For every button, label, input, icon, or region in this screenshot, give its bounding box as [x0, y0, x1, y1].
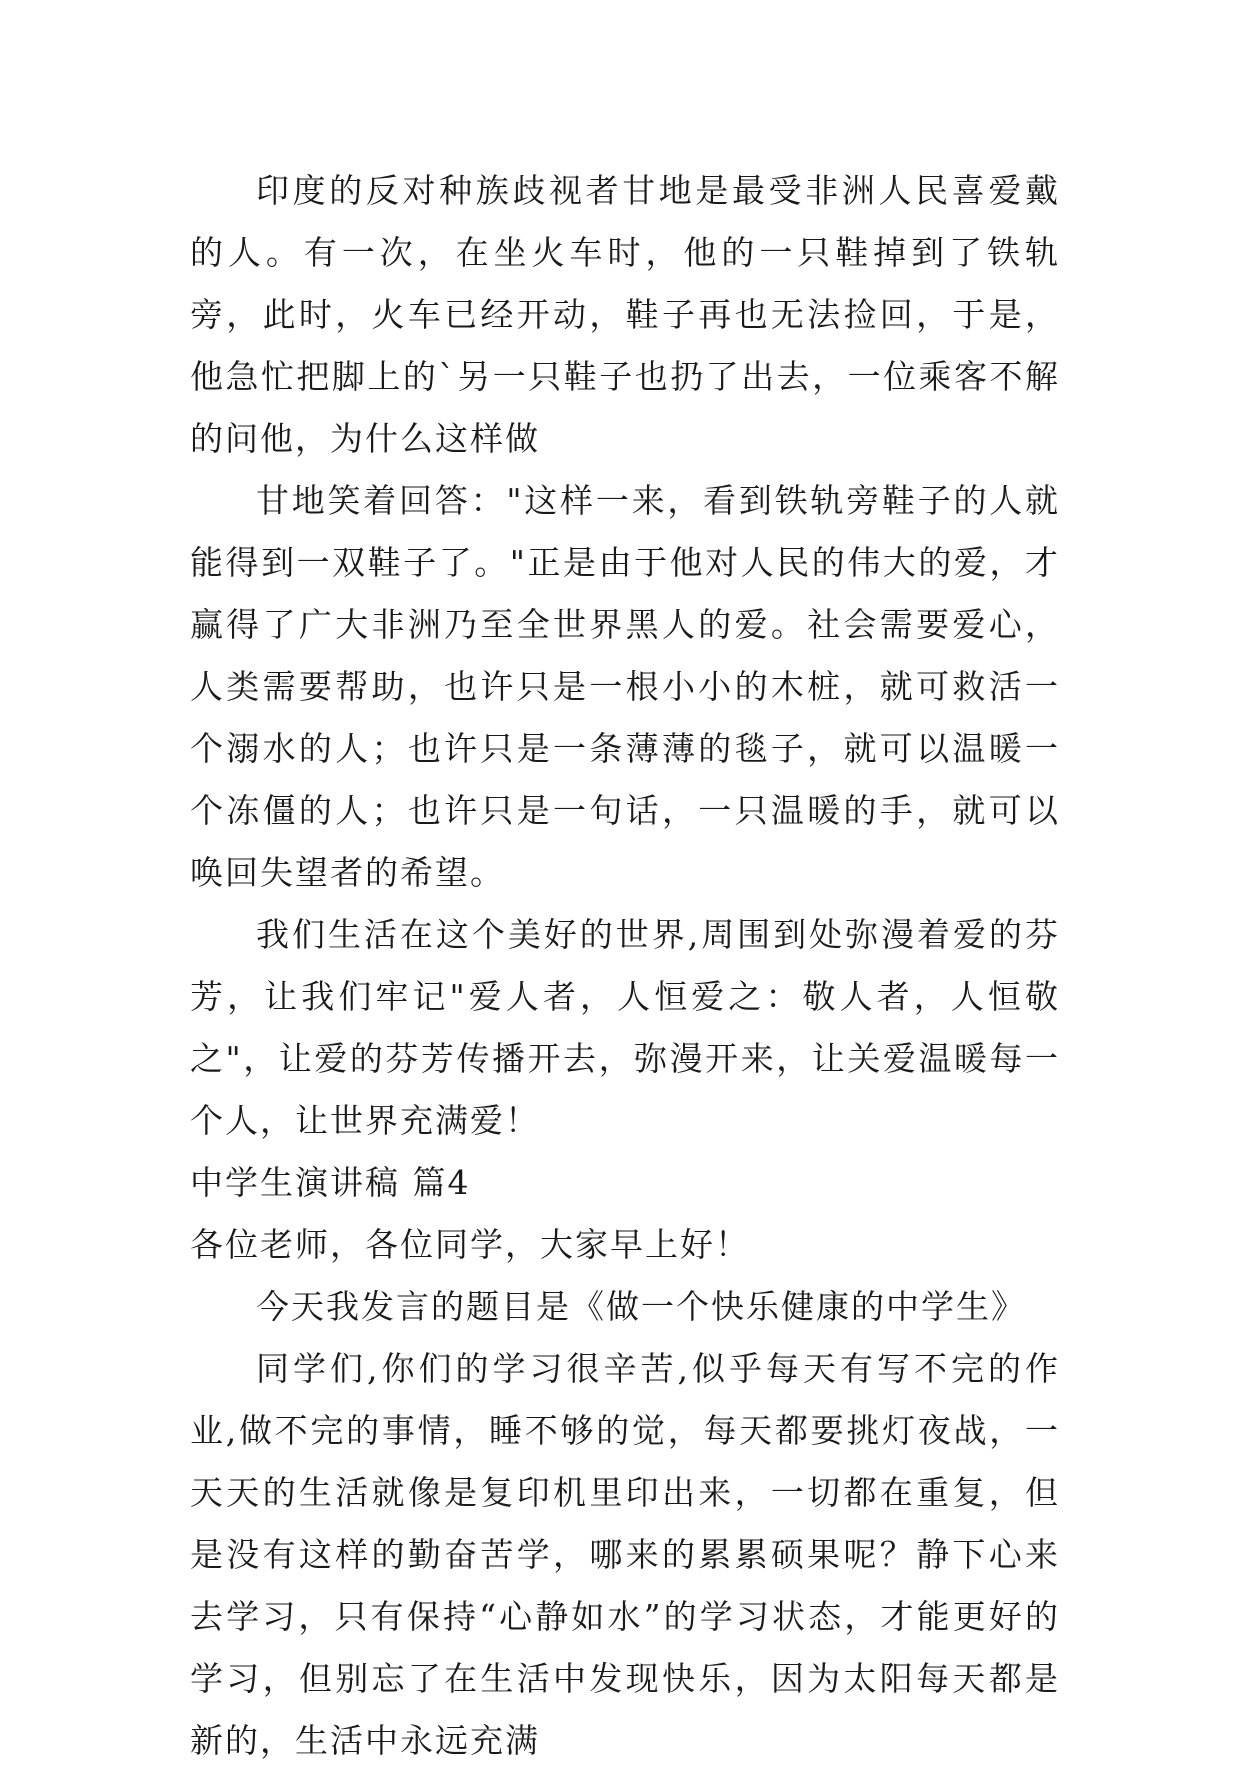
- section-heading: 中学生演讲稿 篇4: [190, 1163, 471, 1202]
- paragraph-love-world: 我们生活在这个美好的世界,周围到处弥漫着爱的芬芳，让我们牢记"爱人者，人恒爱之：敬人者，人恒敬之"，让爱的芬芳传播开去，弥漫开来，让关爱温暖每一个人，让世界充满爱！: [190, 915, 1060, 1140]
- greeting-line: 各位老师，各位同学，大家早上好！: [190, 1225, 750, 1264]
- speech-topic: 今天我发言的题目是《做一个快乐健康的中学生》: [256, 1287, 1026, 1326]
- paragraph-gandhi-answer: 甘地笑着回答："这样一来，看到铁轨旁鞋子的人就能得到一双鞋子了。"正是由于他对人民的伟大的爱，才赢得了广大非洲乃至全世界黑人的爱。社会需要爱心，人类需要帮助，也许只是一根小小的木桩，就可救活一个溺水的人；也许只是一条薄薄的毯子，就可以温暖一个冻僵的人；也许只是一句话，一只温暖的手，就可以唤回失望者的希望。: [190, 481, 1060, 892]
- paragraph-gandhi-story: 印度的反对种族歧视者甘地是最受非洲人民喜爱戴的人。有一次，在坐火车时，他的一只鞋掉到了铁轨旁，此时，火车已经开动，鞋子再也无法捡回，于是，他急忙把脚上的`另一只鞋子也扔了出去，一位乘客不解的问他，为什么这样做: [190, 171, 1060, 458]
- paragraph-study-life: 同学们,你们的学习很辛苦,似乎每天有写不完的作业,做不完的事情，睡不够的觉，每天都要挑灯夜战，一天天的生活就像是复印机里印出来，一切都在重复，但是没有这样的勤奋苦学，哪来的累累硕果呢？静下心来去学习，只有保持“心静如水”的学习状态，才能更好的学习，但别忘了在生活中发现快乐，因为太阳每天都是新的，生活中永远充满: [190, 1349, 1060, 1760]
- document-body: [190, 160, 1060, 1772]
